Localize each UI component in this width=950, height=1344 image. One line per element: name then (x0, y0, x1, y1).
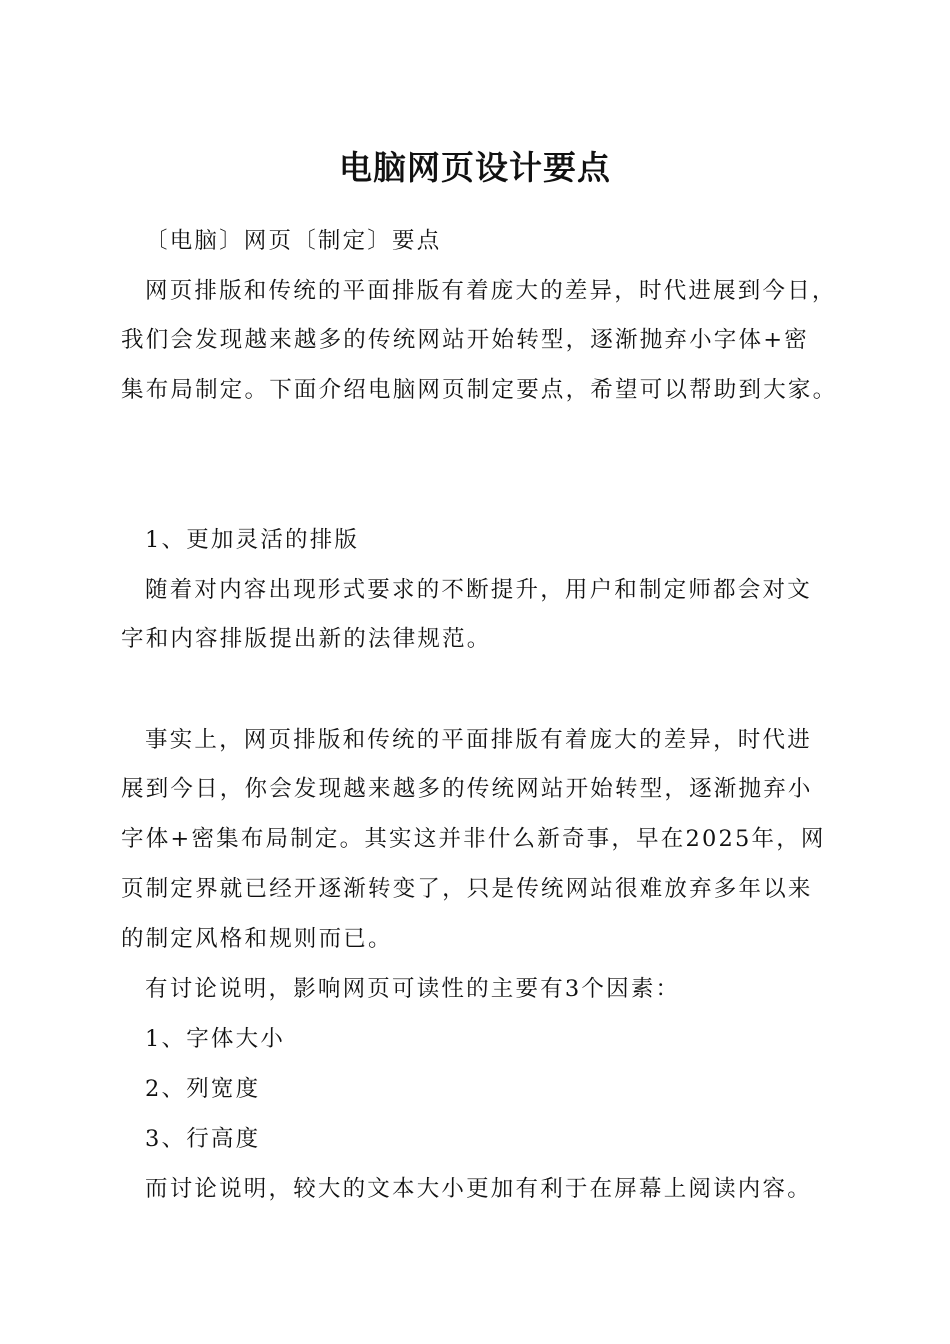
factor-item-2: 2、列宽度 (145, 1076, 261, 1102)
factor-item-3: 3、行高度 (145, 1126, 261, 1152)
paragraph-2-line-2: 字和内容排版提出新的法律规范。 (121, 626, 492, 652)
conclusion-line: 而讨论说明，较大的文本大小更加有利于在屏幕上阅读内容。 (145, 1176, 812, 1202)
subtitle-line: 〔电脑〕网页〔制定〕要点 (145, 228, 442, 254)
paragraph-3-line-2: 展到今日，你会发现越来越多的传统网站开始转型，逐渐抛弃小 (121, 776, 813, 802)
document-title: 电脑网页设计要点 (339, 148, 611, 187)
paragraph-1-line-1: 网页排版和传统的平面排版有着庞大的差异，时代进展到今日， (145, 278, 837, 304)
factor-item-1: 1、字体大小 (145, 1026, 286, 1052)
factors-intro: 有讨论说明，影响网页可读性的主要有3个因素： (145, 976, 681, 1002)
section-1-heading: 1、更加灵活的排版 (145, 527, 360, 553)
paragraph-2-line-1: 随着对内容出现形式要求的不断提升，用户和制定师都会对文 (145, 577, 812, 603)
paragraph-3-line-3: 字体+密集布局制定。其实这并非什么新奇事，早在2025年，网 (121, 826, 826, 852)
paragraph-3-line-5: 的制定风格和规则而已。 (121, 926, 393, 952)
paragraph-3-line-1: 事实上，网页排版和传统的平面排版有着庞大的差异，时代进 (145, 727, 812, 753)
paragraph-1-line-2: 我们会发现越来越多的传统网站开始转型，逐渐抛弃小字体+密 (121, 327, 809, 353)
paragraph-1-line-3: 集布局制定。下面介绍电脑网页制定要点，希望可以帮助到大家。 (121, 377, 838, 403)
paragraph-3-line-4: 页制定界就已经开逐渐转变了，只是传统网站很难放弃多年以来 (121, 876, 813, 902)
